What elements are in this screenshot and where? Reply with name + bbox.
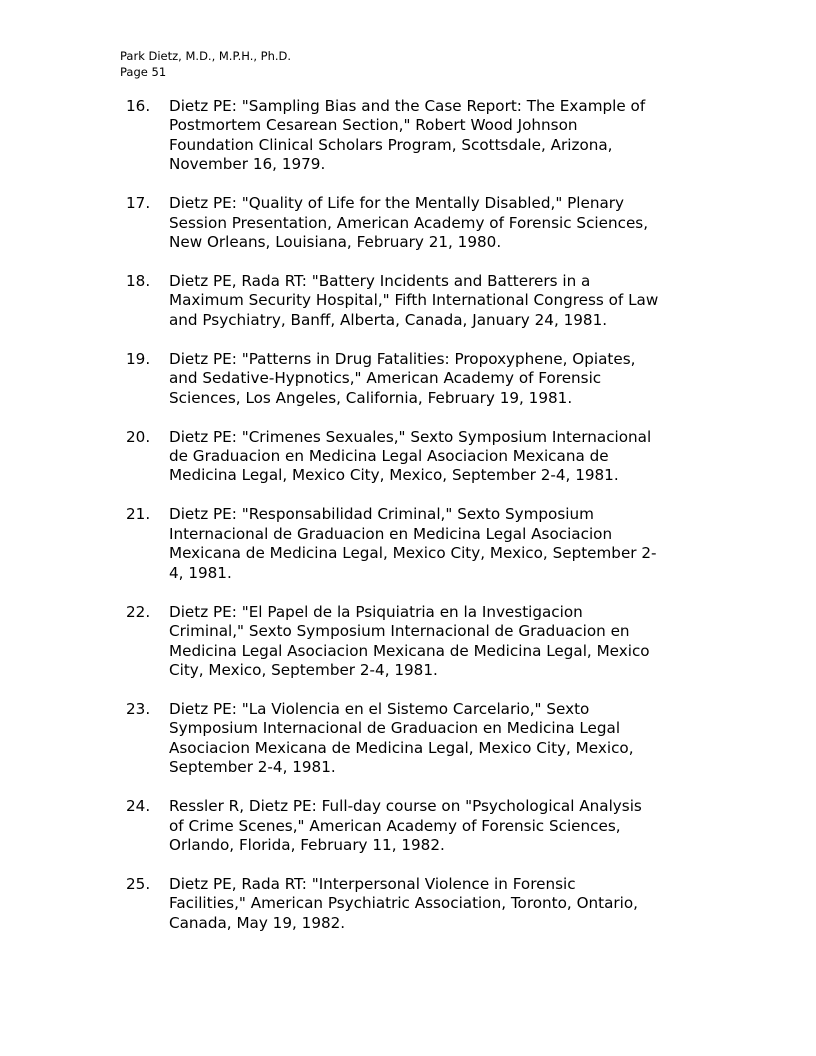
list-item-number: 16. — [126, 97, 151, 115]
list-item-text: Dietz PE: "Crimenes Sexuales," Sexto Symposium Internacional de Graduacion en Medicina Legal Asociacion Mexicana de Medicina Legal, Mexico City, Mexico, September 2-4, 1981. — [169, 427, 652, 485]
list-item-number: 21. — [126, 505, 151, 524]
list-item-text: Dietz PE: "La Violencia en el Sistemo Carcelario," Sexto Symposium Internacional de Graduacion en Medicina Legal Asociacion Mexicana de Medicina Legal, Mexico City, Mexico, September 2-4, 1981. — [169, 699, 634, 777]
list-item — [120, 272, 700, 330]
list-item-number: 22. — [126, 602, 151, 621]
list-item-text: Dietz PE, Rada RT: "Interpersonal Violence in Forensic Facilities," American Psychiatric Association, Toronto, Ontario, Canada, May 19, 1982. — [169, 874, 638, 932]
header-page-number: Page 51 — [120, 65, 167, 79]
page-header — [120, 48, 291, 80]
list-item — [120, 428, 700, 486]
header-author: Park Dietz, M.D., M.P.H., Ph.D. — [120, 49, 292, 63]
list-item-number: 19. — [126, 349, 151, 368]
list-item — [120, 700, 700, 778]
list-item-text: Ressler R, Dietz PE: Full-day course on "Psychological Analysis of Crime Scenes," American Academy of Forensic Sciences, Orlando, Florida, February 11, 1982. — [169, 797, 642, 854]
list-item-number: 18. — [126, 272, 151, 291]
list-item-number: 24. — [126, 797, 151, 816]
list-item-number: 17. — [126, 194, 151, 213]
list-item — [120, 875, 700, 933]
list-item-number: 23. — [126, 699, 151, 718]
list-item-text: Dietz PE, Rada RT: "Battery Incidents and Batterers in a Maximum Security Hospital," Fifth International Congress of Law and Psychiatry, Banff, Alberta, Canada, January 24, 1981. — [169, 272, 659, 329]
list-item — [120, 97, 700, 175]
list-item — [120, 797, 700, 855]
list-item — [120, 350, 700, 408]
list-item-number: 25. — [126, 874, 151, 893]
list-item — [120, 603, 700, 681]
list-item — [120, 505, 700, 583]
list-item-text: Dietz PE: "Sampling Bias and the Case Report: The Example of Postmortem Cesarean Section," Robert Wood Johnson Foundation Clinical Scholars Program, Scottsdale, Arizona, November 16, 1979. — [169, 97, 646, 174]
list-item-text: Dietz PE: "Responsabilidad Criminal," Sexto Symposium Internacional de Graduacion en Medicina Legal Asociacion Mexicana de Medicina Legal, Mexico City, Mexico, September 2- 4, 1981. — [169, 505, 657, 582]
list-item-text: Dietz PE: "Quality of Life for the Mentally Disabled," Plenary Session Presentation, American Academy of Forensic Sciences, New Orleans, Louisiana, February 21, 1980. — [169, 194, 649, 252]
presentation-list — [120, 97, 700, 953]
list-item-text: Dietz PE: "El Papel de la Psiquiatria en la Investigacion Criminal," Sexto Symposium Internacional de Graduacion en Medicina Legal Asociacion Mexicana de Medicina Legal, Mexico City, Mexico, September 2-4, 1981. — [169, 602, 650, 679]
list-item-number: 20. — [126, 427, 151, 446]
list-item-text: Dietz PE: "Patterns in Drug Fatalities: Propoxyphene, Opiates, and Sedative-Hypnotics," American Academy of Forensic Sciences, Los Angeles, California, February 19, 1981. — [169, 349, 636, 407]
list-item — [120, 194, 700, 252]
